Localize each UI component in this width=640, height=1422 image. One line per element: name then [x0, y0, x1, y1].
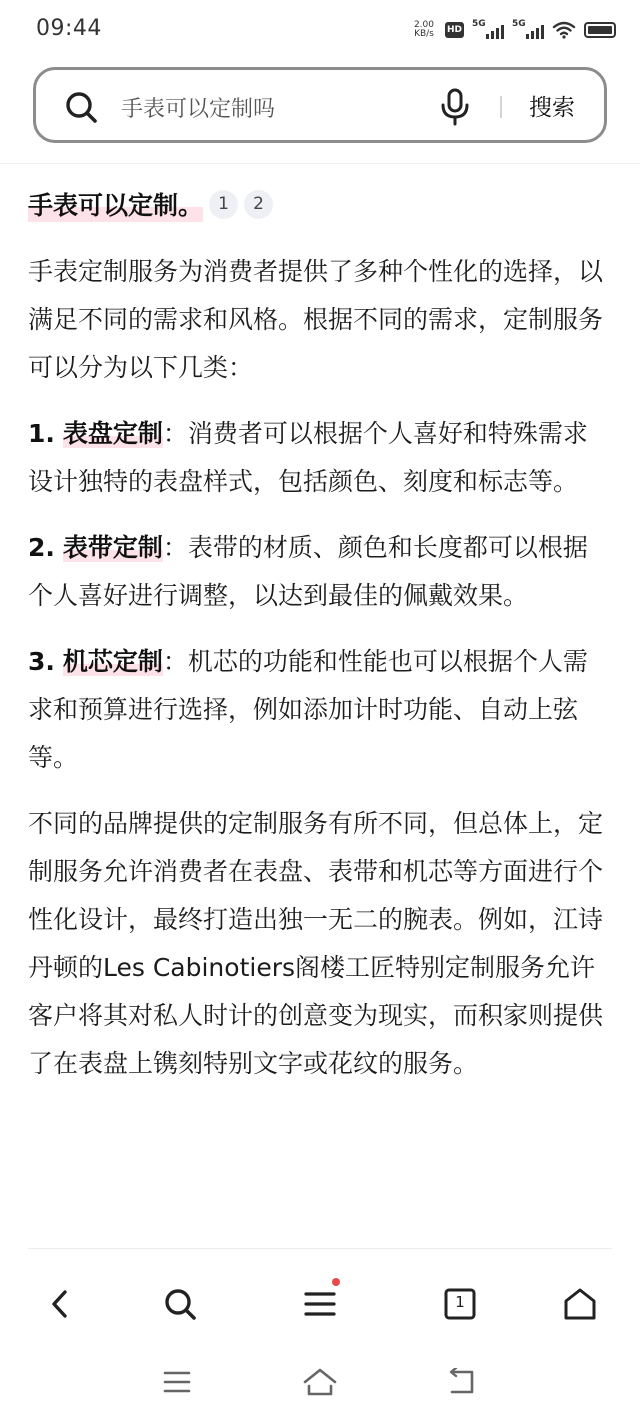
status-icons — [411, 17, 616, 43]
network-speed-value: 2.00 — [413, 20, 434, 30]
hd-icon: HD — [445, 22, 464, 38]
item-text: ：表带的材质、颜色和长度都可以根据个人喜好进行调整，以达到最佳的佩戴效果。 — [28, 533, 588, 610]
menu-icon — [303, 1289, 337, 1319]
search-icon[interactable] — [64, 90, 98, 124]
system-home-button[interactable] — [302, 1364, 338, 1400]
status-bar — [0, 0, 640, 60]
item-title: 机芯定制 — [62, 647, 163, 676]
back-button[interactable] — [36, 1280, 84, 1328]
item-number: 2. — [28, 533, 55, 562]
recent-apps-icon — [162, 1369, 192, 1395]
content-divider — [28, 1248, 612, 1249]
item-number: 3. — [28, 647, 55, 676]
list-item — [28, 524, 608, 620]
intro-paragraph: 手表定制服务为消费者提供了多种个性化的选择，以满足不同的需求和风格。根据不同的需求，定制服务可以分为以下几类： — [28, 257, 604, 382]
sim1-label: 5G — [472, 19, 486, 29]
search-bar[interactable] — [33, 67, 607, 143]
headline-text: 手表可以定制。 — [28, 186, 203, 222]
home-icon — [302, 1367, 338, 1397]
search-icon — [163, 1287, 197, 1321]
notification-dot — [332, 1278, 340, 1286]
list-item — [28, 410, 608, 506]
tabs-button[interactable] — [436, 1280, 484, 1328]
menu-button[interactable] — [296, 1280, 344, 1328]
item-text: ：机芯的功能和性能也可以根据个人需求和预算进行选择，例如添加计时功能、自动上弦等。 — [28, 647, 588, 772]
system-navigation-bar — [0, 1352, 640, 1412]
microphone-icon[interactable] — [440, 88, 470, 126]
recent-apps-button[interactable] — [159, 1364, 195, 1400]
search-button[interactable]: 搜索 — [529, 95, 575, 121]
back-icon — [446, 1368, 478, 1396]
network-speed-unit: KB/s — [414, 29, 434, 39]
system-back-button[interactable] — [444, 1364, 480, 1400]
search-input[interactable] — [121, 90, 421, 124]
battery-icon — [584, 22, 616, 38]
item-text: ：消费者可以根据个人喜好和特殊需求设计独特的表盘样式，包括颜色、刻度和标志等。 — [28, 419, 588, 496]
answer-headline — [28, 180, 608, 228]
reference-badge-2[interactable]: 2 — [244, 190, 273, 219]
home-icon — [562, 1286, 598, 1322]
status-time: 09:44 — [36, 16, 102, 41]
conclusion-paragraph: 不同的品牌提供的定制服务有所不同，但总体上，定制服务允许消费者在表盘、表带和机芯等方面进行个性化设计，最终打造出独一无二的腕表。例如，江诗丹顿的Les Cabinotiers阁楼工匠特别定制服务允许客户将其对私人时计的创意变为现实，而积家则提供了在表盘上镌刻特别文字或花纹的服务。 — [28, 809, 604, 1078]
list-item — [28, 638, 608, 782]
sim2-label: 5G — [512, 19, 526, 29]
item-number: 1. — [28, 419, 55, 448]
network-speed — [411, 21, 437, 39]
signal-sim2-icon — [512, 21, 544, 39]
signal-sim1-icon — [472, 21, 504, 39]
search-divider — [500, 96, 502, 118]
tab-count: 1 — [455, 1293, 465, 1311]
item-title: 表带定制 — [62, 533, 163, 562]
header-divider — [0, 163, 640, 164]
search-nav-button[interactable] — [156, 1280, 204, 1328]
home-button[interactable] — [556, 1280, 604, 1328]
browser-toolbar — [0, 1262, 640, 1346]
wifi-icon — [552, 21, 576, 39]
item-title: 表盘定制 — [62, 419, 163, 448]
reference-badge-1[interactable]: 1 — [209, 190, 238, 219]
back-icon — [46, 1287, 74, 1321]
answer-article — [28, 180, 608, 1088]
